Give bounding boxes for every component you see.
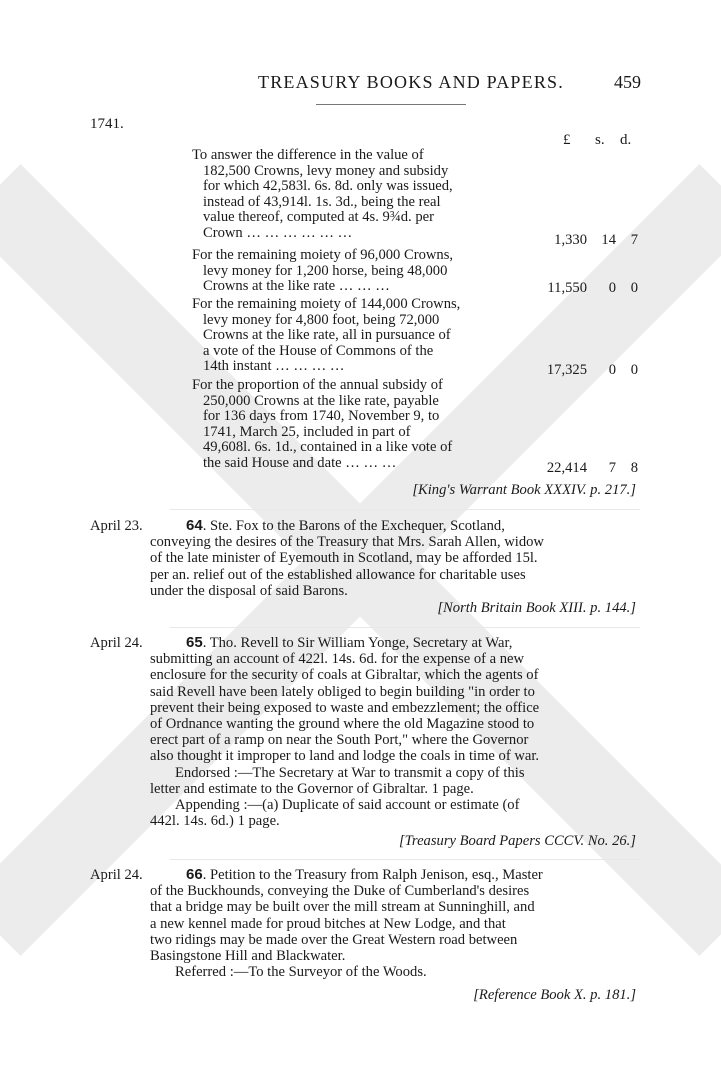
entry-line: . Tho. Revell to Sir William Yonge, Secretary at War, xyxy=(202,635,513,651)
amount-pence: 0 xyxy=(630,280,638,296)
warrant-item-line: 14th instant … … … … xyxy=(203,358,345,375)
entry-line: enclosure for the security of coals at Gibraltar, which the agents of xyxy=(150,667,539,684)
entry-line: erect part of a ramp on near the South Port," where the Governor xyxy=(150,732,529,749)
warrant-item-line: 250,000 Crowns at the like rate, payable xyxy=(203,392,439,409)
entry-line: a new kennel made for proud bitches at New Lodge, and that xyxy=(150,915,506,932)
section-divider xyxy=(170,509,640,510)
warrant-item-line: instead of 43,914l. 1s. 3d., being the real xyxy=(203,193,441,210)
entry-date: April 24. xyxy=(90,635,143,651)
warrant-item-line: 1741, March 25, included in part of xyxy=(203,423,411,440)
amount-shillings: 14 xyxy=(601,232,616,248)
amount-shillings: 0 xyxy=(608,362,616,378)
entry-line: submitting an account of 422l. 14s. 6d. for the expense of a new xyxy=(150,651,525,668)
amount-pounds: 11,550 xyxy=(547,280,587,296)
entry-line: conveying the desires of the Treasury that Mrs. Sarah Allen, widow xyxy=(150,534,544,551)
amount-pounds: 1,330 xyxy=(554,232,587,248)
year-label: 1741. xyxy=(90,116,124,132)
amount-shillings: 0 xyxy=(608,280,616,296)
warrant-item-line: For the remaining moiety of 144,000 Crowns, xyxy=(192,296,461,312)
section-divider xyxy=(170,859,640,860)
shillings-column-header: s. xyxy=(595,132,605,148)
page-number: 459 xyxy=(614,72,641,92)
entry-number: 65 xyxy=(186,634,203,651)
entry-line: per an. relief out of the established allowance for charitable uses xyxy=(150,566,526,583)
warrant-citation: [King's Warrant Book XXXIV. p. 217.] xyxy=(412,482,636,498)
entry-line: under the disposal of said Barons. xyxy=(150,582,348,599)
warrant-item-line: levy money for 1,200 horse, being 48,000 xyxy=(203,262,448,279)
entry-line: also thought it improper to land and lodge the coals in time of war. xyxy=(150,748,540,765)
entry-line: of the Buckhounds, conveying the Duke of Cumberland's desires xyxy=(150,883,530,900)
entry-line: Basingstone Hill and Blackwater. xyxy=(150,948,346,965)
entry-line: . Ste. Fox to the Barons of the Exchequer, Scotland, xyxy=(202,518,505,534)
entry-citation: [Treasury Board Papers CCCV. No. 26.] xyxy=(398,833,636,849)
header-rule xyxy=(316,104,466,105)
section-divider xyxy=(170,627,640,628)
pounds-column-header: £ xyxy=(563,132,571,148)
warrant-item-line: levy money for 4,800 foot, being 72,000 xyxy=(203,311,440,328)
running-header-title: TREASURY BOOKS AND PAPERS. xyxy=(258,72,564,92)
amount-pounds: 22,414 xyxy=(546,460,587,476)
amount-pence: 8 xyxy=(630,460,638,476)
entry-line: 442l. 14s. 6d.) 1 page. xyxy=(150,813,280,830)
entry-date: April 24. xyxy=(90,867,143,883)
entry-paragraph xyxy=(150,867,636,980)
entry-line: of the late minister of Eyemouth in Scotland, may be afforded 15l. xyxy=(150,550,538,567)
warrant-item-text xyxy=(192,297,507,375)
warrant-item-line: 182,500 Crowns, levy money and subsidy xyxy=(203,162,449,179)
entry-line: Referred :—To the Surveyor of the Woods. xyxy=(175,964,427,981)
entry-paragraph xyxy=(150,518,636,599)
entry-line: Endorsed :—The Secretary at War to transmit a copy of this xyxy=(175,764,525,781)
entry-line: of Ordnance wanting the ground where the old Magazine stood to xyxy=(150,716,535,733)
amount-pounds: 17,325 xyxy=(546,362,587,378)
warrant-item-line: the said House and date … … … xyxy=(203,454,397,471)
warrant-item-line: value thereof, computed at 4s. 9¾d. per xyxy=(203,209,434,226)
warrant-item-text xyxy=(192,248,507,295)
warrant-item-text xyxy=(192,148,507,242)
warrant-item-line: for 136 days from 1740, November 9, to xyxy=(203,408,440,425)
entry-line: that a bridge may be built over the mill stream at Sunninghill, and xyxy=(150,899,535,916)
pence-column-header: d. xyxy=(620,132,632,148)
entry-line: letter and estimate to the Governor of Gibraltar. 1 page. xyxy=(150,780,474,797)
amount-pence: 0 xyxy=(630,362,638,378)
warrant-item-line: For the remaining moiety of 96,000 Crowns, xyxy=(192,247,454,263)
warrant-item-line: To answer the difference in the value of xyxy=(192,147,424,163)
entry-number: 64 xyxy=(186,517,203,534)
entry-line: said Revell have been lately obliged to begin building "in order to xyxy=(150,683,535,700)
entry-number: 66 xyxy=(186,866,203,883)
entry-line: two ridings may be made over the Great Western road between xyxy=(150,931,518,948)
entry-date: April 23. xyxy=(90,518,143,534)
warrant-item-line: a vote of the House of Commons of the xyxy=(203,342,434,359)
warrant-item-text xyxy=(192,378,507,472)
entry-line: . Petition to the Treasury from Ralph Jenison, esq., Master xyxy=(202,867,543,883)
warrant-item-line: 49,608l. 6s. 1d., contained in a like vote of xyxy=(203,439,453,456)
amount-pence: 7 xyxy=(630,232,638,248)
entry-line: prevent their being exposed to waste and embezzlement; the office xyxy=(150,699,540,716)
warrant-item-line: For the proportion of the annual subsidy of xyxy=(192,377,443,393)
amount-shillings: 7 xyxy=(608,460,616,476)
entry-paragraph xyxy=(150,635,636,829)
warrant-item-line: Crown … … … … … … xyxy=(203,224,353,241)
warrant-item-line: for which 42,583l. 6s. 8d. only was issued, xyxy=(203,178,453,195)
warrant-item-line: Crowns at the like rate, all in pursuance of xyxy=(203,327,451,344)
entry-line: Appending :—(a) Duplicate of said account or estimate (of xyxy=(175,797,520,814)
entry-citation: [Reference Book X. p. 181.] xyxy=(473,987,636,1003)
entry-citation: [North Britain Book XIII. p. 144.] xyxy=(437,600,636,616)
warrant-item-line: Crowns at the like rate … … … xyxy=(203,278,390,295)
